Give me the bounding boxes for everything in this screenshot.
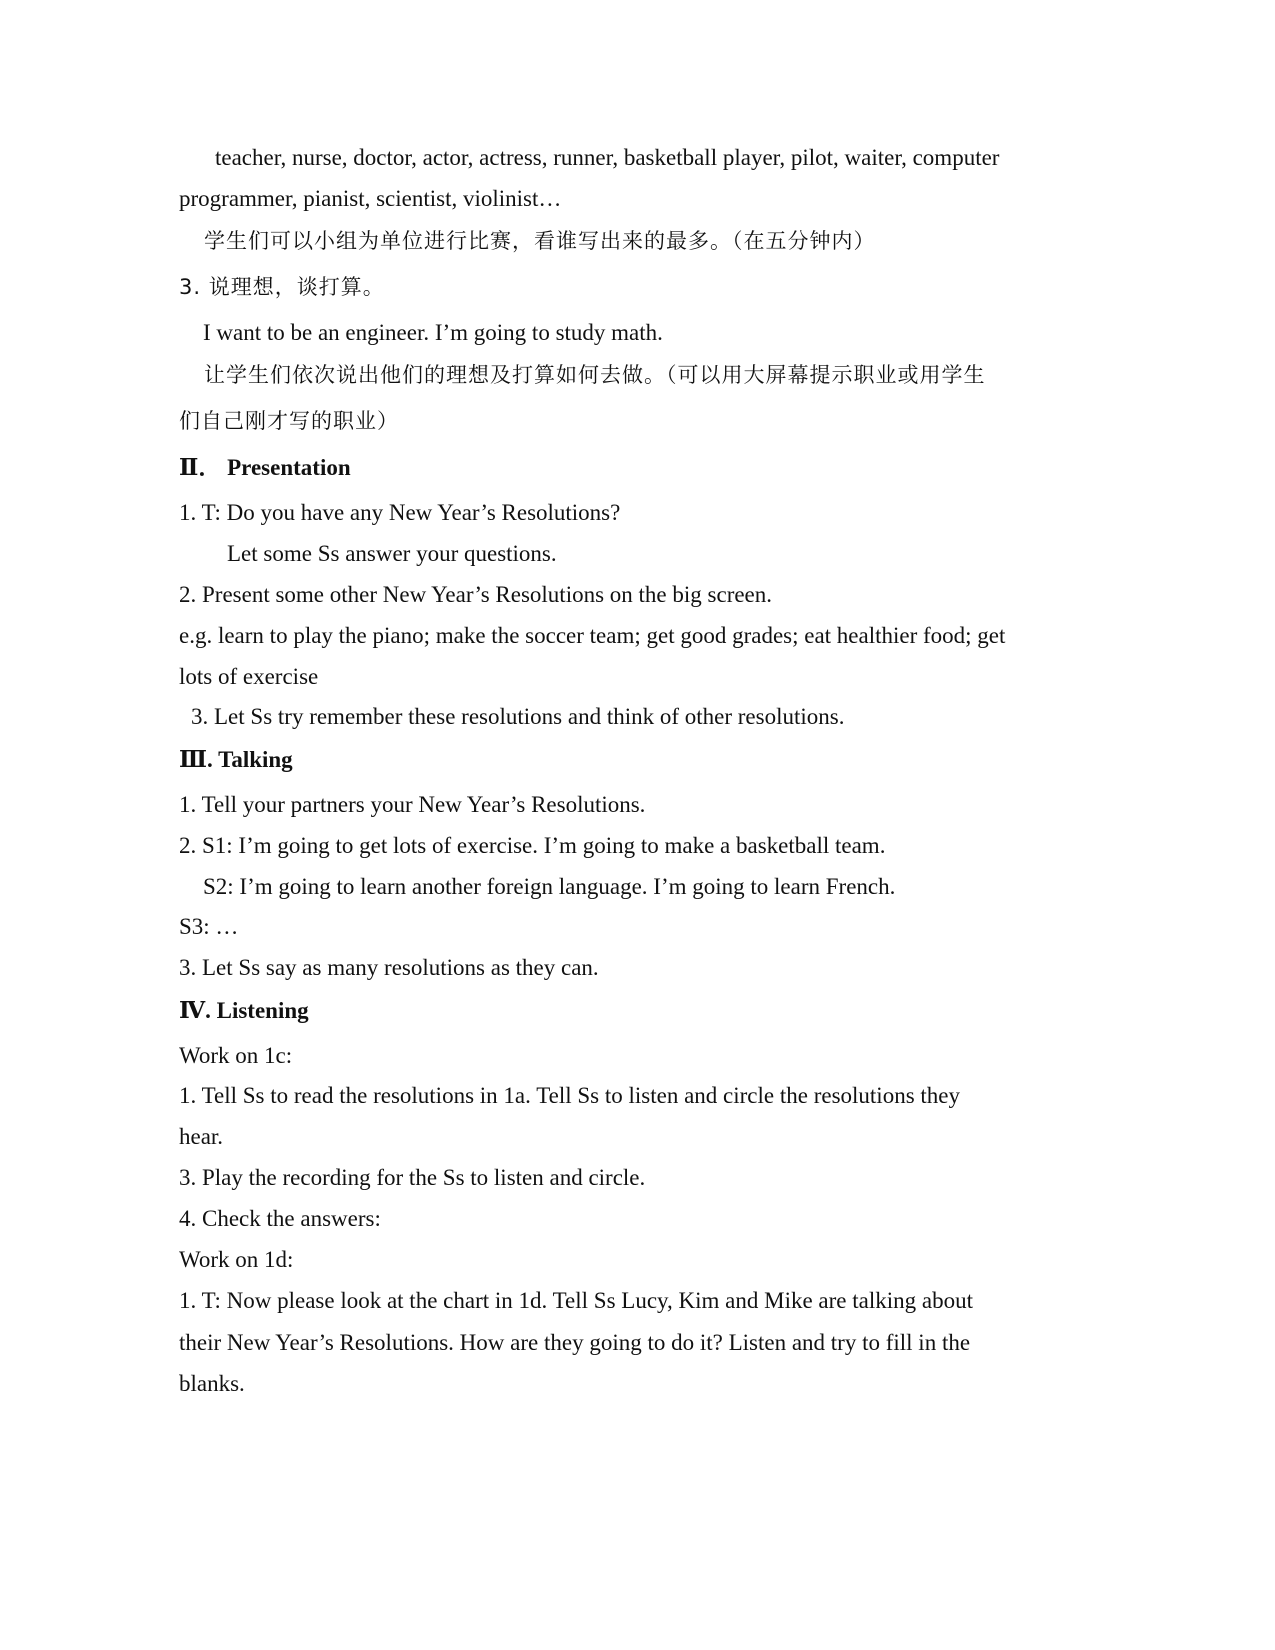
text-line: programmer, pianist, scientist, violinist… <box>179 186 562 211</box>
text-line: e.g. learn to play the piano; make the soccer team; get good grades; eat healthier food; get <box>179 623 1006 648</box>
text-line: Let some Ss answer your questions. <box>227 541 557 566</box>
text-line: 们自己刚才写的职业） <box>179 409 399 433</box>
text-line: 让学生们依次说出他们的理想及打算如何去做。（可以用大屏幕提示职业或用学生 <box>204 363 986 387</box>
list-item: 3. Let Ss say as many resolutions as they can. <box>179 955 599 980</box>
list-item: 3. Let Ss try remember these resolutions and think of other resolutions. <box>191 704 845 729</box>
text-line: lots of exercise <box>179 664 319 689</box>
text-line: S2: I’m going to learn another foreign language. I’m going to learn French. <box>203 874 896 899</box>
text-line: teacher, nurse, doctor, actor, actress, runner, basketball player, pilot, waiter, computer <box>215 145 1000 170</box>
text-line: I want to be an engineer. I’m going to study math. <box>203 320 663 345</box>
list-item: 3. 说理想，谈打算。 <box>179 275 385 299</box>
text-line: S3: … <box>179 914 239 939</box>
text-line: their New Year’s Resolutions. How are they going to do it? Listen and try to fill in the <box>179 1330 971 1355</box>
text-line: 学生们可以小组为单位进行比赛，看谁写出来的最多。（在五分钟内） <box>204 229 876 253</box>
list-item: 1. Tell your partners your New Year’s Resolutions. <box>179 792 646 817</box>
list-item: 2. S1: I’m going to get lots of exercise. I’m going to make a basketball team. <box>179 833 886 858</box>
section-heading: Ⅳ. Listening <box>179 998 309 1023</box>
section-heading: Ⅱ． Presentation <box>179 455 351 480</box>
list-item: 1. Tell Ss to read the resolutions in 1a. Tell Ss to listen and circle the resolutions they <box>179 1083 961 1108</box>
section-heading: Ⅲ. Talking <box>179 747 293 772</box>
list-item: 3. Play the recording for the Ss to listen and circle. <box>179 1165 646 1190</box>
list-item: 2. Present some other New Year’s Resolutions on the big screen. <box>179 582 773 607</box>
list-item: 1. T: Now please look at the chart in 1d. Tell Ss Lucy, Kim and Mike are talking about <box>179 1288 973 1313</box>
text-line: blanks. <box>179 1371 245 1396</box>
text-line: Work on 1c: <box>179 1043 293 1068</box>
text-line: hear. <box>179 1124 224 1149</box>
list-item: 1. T: Do you have any New Year’s Resolutions? <box>179 500 621 525</box>
text-line: Work on 1d: <box>179 1247 294 1272</box>
list-item: 4. Check the answers: <box>179 1206 381 1231</box>
